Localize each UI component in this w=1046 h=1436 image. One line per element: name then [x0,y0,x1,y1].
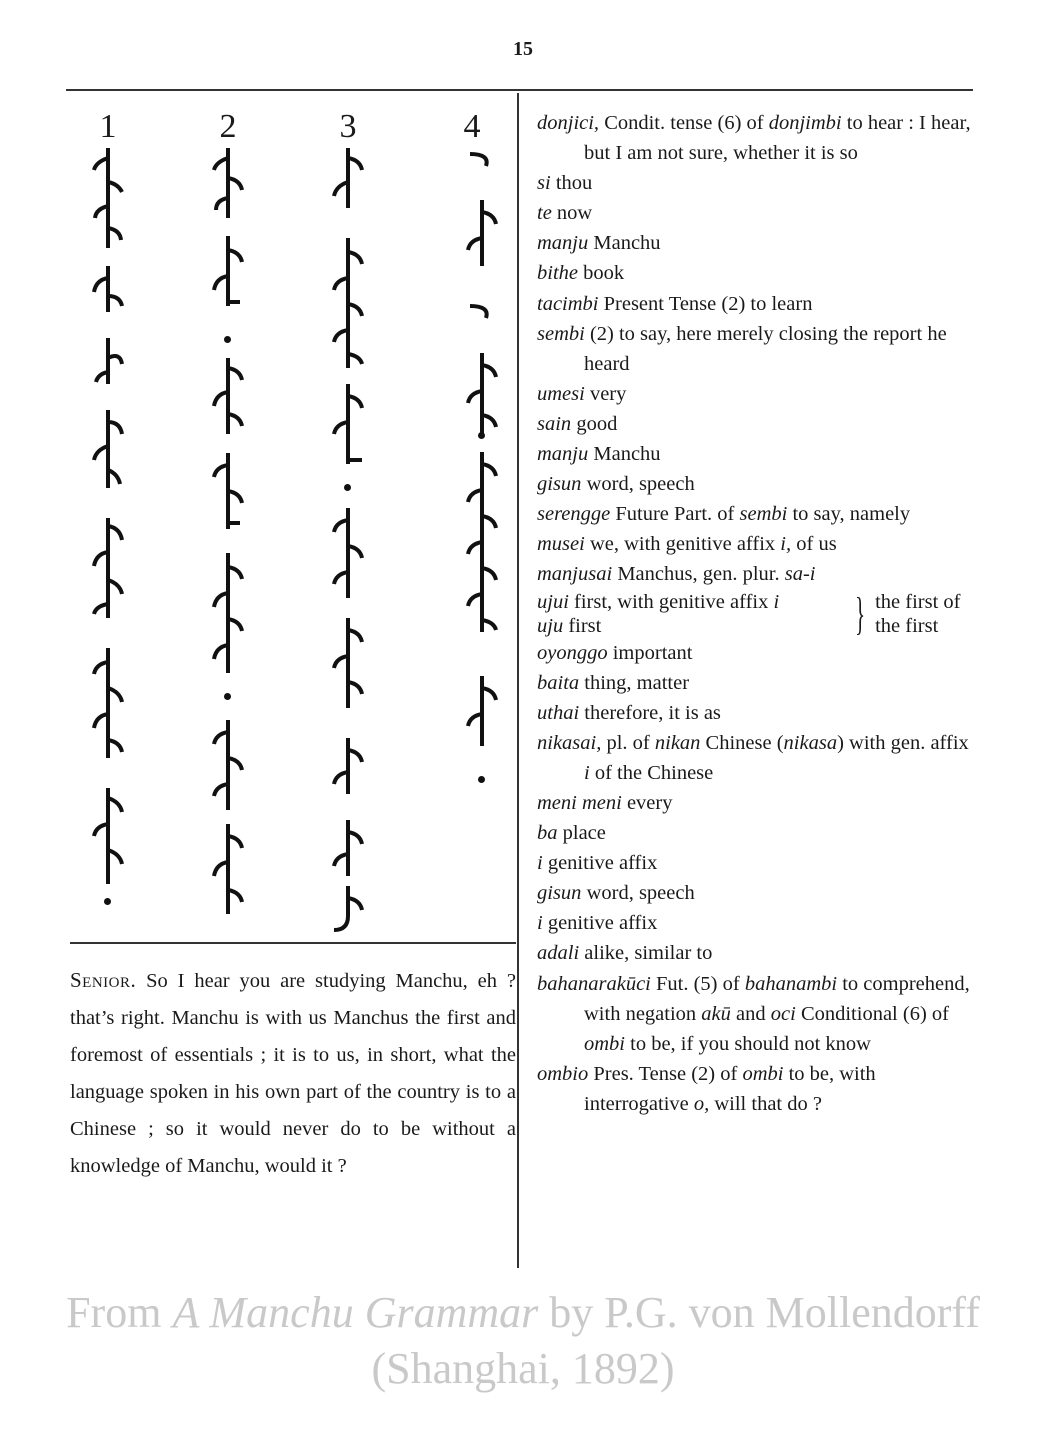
column-number-2: 2 [219,108,237,145]
glossary-entry: sain good [537,412,618,435]
manchu-word [326,148,370,208]
glossary-entry: nikasai, pl. of nikan Chinese (nikasa) with gen. affix i of the Chinese [537,731,969,784]
section-rule [70,942,516,944]
translation-paragraph [70,962,516,1185]
manchu-word [460,200,504,266]
manchu-word [206,553,250,673]
manchu-word [460,676,504,746]
manchu-word [326,508,370,598]
manchu-word [86,410,130,490]
glossary-entry: i genitive affix [537,912,658,935]
manchu-word [326,820,370,876]
source-credit-place: (Shanghai, 1892) [371,1344,675,1393]
sentence-dot [224,336,231,343]
glossary-entry: sembi (2) to say, here merely closing the report he heard [537,322,947,375]
glossary-entry: ba place [537,822,606,845]
glossary-entry: ombio Pres. Tense (2) of ombi to be, with interrogative o, will that do ? [537,1062,876,1115]
glossary-entry: te now [537,202,593,225]
glossary-entry: manju Manchu [537,443,661,466]
manchu-word [460,148,504,172]
glossary-entry: manju Manchu [537,232,661,255]
glossary-entry: uju first [537,614,602,637]
glossary-entry: oyonggo important [537,641,693,664]
top-rule [66,89,973,91]
manchu-word [326,384,370,464]
manchu-word [86,788,130,884]
manchu-word [86,266,130,314]
glossary-entry: manjusai Manchus, gen. plur. sa-i [537,563,816,586]
manchu-word [206,824,250,914]
column-number-3: 3 [339,108,357,145]
glossary-entry: uthai therefore, it is as [537,701,721,724]
brace-icon: } [855,587,866,639]
glossary-entry: bithe book [537,262,625,285]
glossary-entry: meni meni every [537,791,673,814]
column-number-1: 1 [99,108,117,145]
manchu-word [326,886,370,930]
glossary-entry: i genitive affix [537,852,658,875]
manchu-word [86,338,130,386]
manchu-word [460,300,504,324]
sentence-dot [224,693,231,700]
glossary-entry: musei we, with genitive affix i, of us [537,533,837,556]
manchu-word [206,720,250,810]
glossary-entry: gisun word, speech [537,473,695,496]
glossary-entry: si thou [537,172,593,195]
translation-text: So I hear you are studying Manchu, eh ? that’s right. Manchu is with us Manchus the first and foremost of essentials ; it is to us, in short, what the language spoken in his own part of the country is to a Chinese ; so it would never do to be without a knowledge of Manchu, would it ? [70,970,516,1177]
column-number-4: 4 [463,108,481,145]
manchu-word [206,358,250,434]
brace-note: the first [875,614,939,637]
page-number: 15 [513,38,533,60]
glossary-entry: donjici, Condit. tense (6) of donjimbi to hear : I hear, but I am not sure, whether it is so [537,112,971,165]
manchu-word [326,618,370,708]
manchu-word [326,238,370,368]
glossary [537,108,977,1119]
manchu-word [326,738,370,794]
sentence-dot [478,432,485,439]
speaker-label: Senior. [70,968,137,992]
manchu-word [460,452,504,632]
glossary-entry: baita thing, matter [537,671,690,694]
glossary-entry: adali alike, similar to [537,942,713,965]
manchu-word [86,518,130,618]
source-credit: From A Manchu Grammar by P.G. von Mollendorff [66,1288,980,1337]
glossary-entry: umesi very [537,382,627,405]
manchu-word [86,648,130,758]
manchu-word [206,453,250,529]
glossary-entry: gisun word, speech [537,882,695,905]
sentence-dot [104,898,111,905]
manchu-word [206,148,250,218]
glossary-entry: tacimbi Present Tense (2) to learn [537,292,813,315]
sentence-dot [344,484,351,491]
brace-note: the first of [875,590,961,613]
glossary-entry: serengge Future Part. of sembi to say, namely [537,503,911,526]
glossary-brace-group [537,587,977,639]
manchu-word [206,236,250,306]
glossary-entry: ujui first, with genitive affix i [537,590,780,613]
sentence-dot [478,776,485,783]
manchu-word [460,353,504,433]
glossary-entry: bahanarakūci Fut. (5) of bahanambi to comprehend, with negation akū and oci Conditional (6) of ombi to be, if you should not know [537,972,970,1055]
manchu-word [86,148,130,248]
column-divider [517,93,519,1268]
